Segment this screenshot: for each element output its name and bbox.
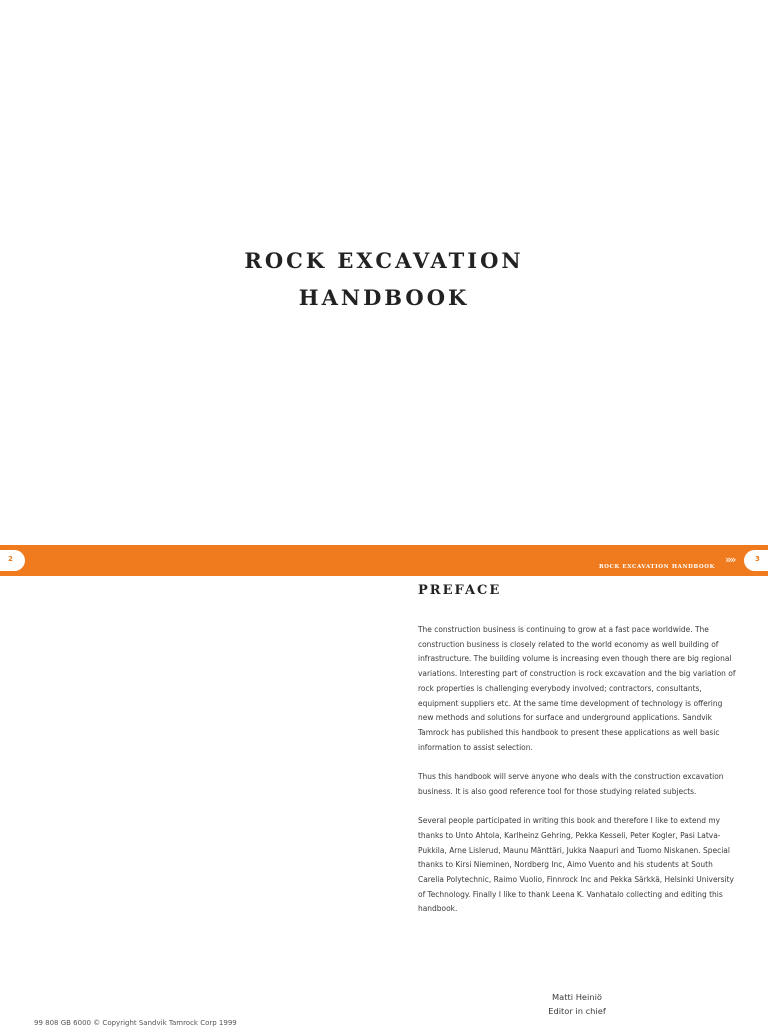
copyright-notice: 99 808 GB 6000 © Copyright Sandvik Tamrock Corp 1999 [34, 1019, 237, 1027]
page-number-tab-right [744, 550, 768, 571]
cover-title-line-2: HANDBOOK [298, 285, 470, 310]
cover-title [0, 242, 768, 316]
cover-title-line-1: ROCK EXCAVATION [244, 248, 524, 273]
preface-heading: PREFACE [418, 583, 502, 598]
page-number-right: 3 [755, 555, 760, 563]
preface-paragraph: The construction business is continuing to grow at a fast pace worldwide. The construction business is closely related to the world economy as well building of infrastructure. The building volume is increasing even though there are big regional variations. Interesting part of construction is rock excavation and the big variation of rock properties is challenging everybody involved; contractors, consultants, equipment suppliers etc. At the same time development of technology is offering new methods and solutions for surface and underground applications. Sandvik Tamrock has published this handbook to present these applications as well basic information to assist selection. [418, 624, 736, 752]
signature-name: Matti Heiniö [552, 992, 602, 1002]
page-number-tab-left [0, 550, 25, 571]
orange-header-band [0, 545, 768, 576]
preface-paragraph: Thus this handbook will serve anyone who deals with the construction excavation business. It is also good reference tool for those studying related subjects. [418, 771, 724, 796]
chevron-right-icon: »» [725, 553, 735, 566]
running-head: ROCK EXCAVATION HANDBOOK [598, 564, 715, 570]
signature-title: Editor in chief [548, 1006, 606, 1016]
page-number-left: 2 [8, 555, 13, 563]
preface-body [418, 622, 738, 931]
preface-paragraph: Several people participated in writing this book and therefore I like to extend my thanks to Unto Ahtola, Karlheinz Gehring, Pekka Kesseli, Peter Kogler, Pasi Latva-Pukkila, Arne Lislerud, Maunu Mänttäri, Jukka Naapuri and Tuomo Niskanen. Special thanks to Kirsi Nieminen, Nordberg Inc, Aimo Vuento and his students at South Carelia Polytechnic, Raimo Vuolio, Finnrock Inc and Pekka Särkkä, Helsinki University of Technology. Finally I like to thank Leena K. Vanhatalo collecting and editing this handbook. [418, 815, 734, 914]
signature-block [530, 990, 624, 1018]
